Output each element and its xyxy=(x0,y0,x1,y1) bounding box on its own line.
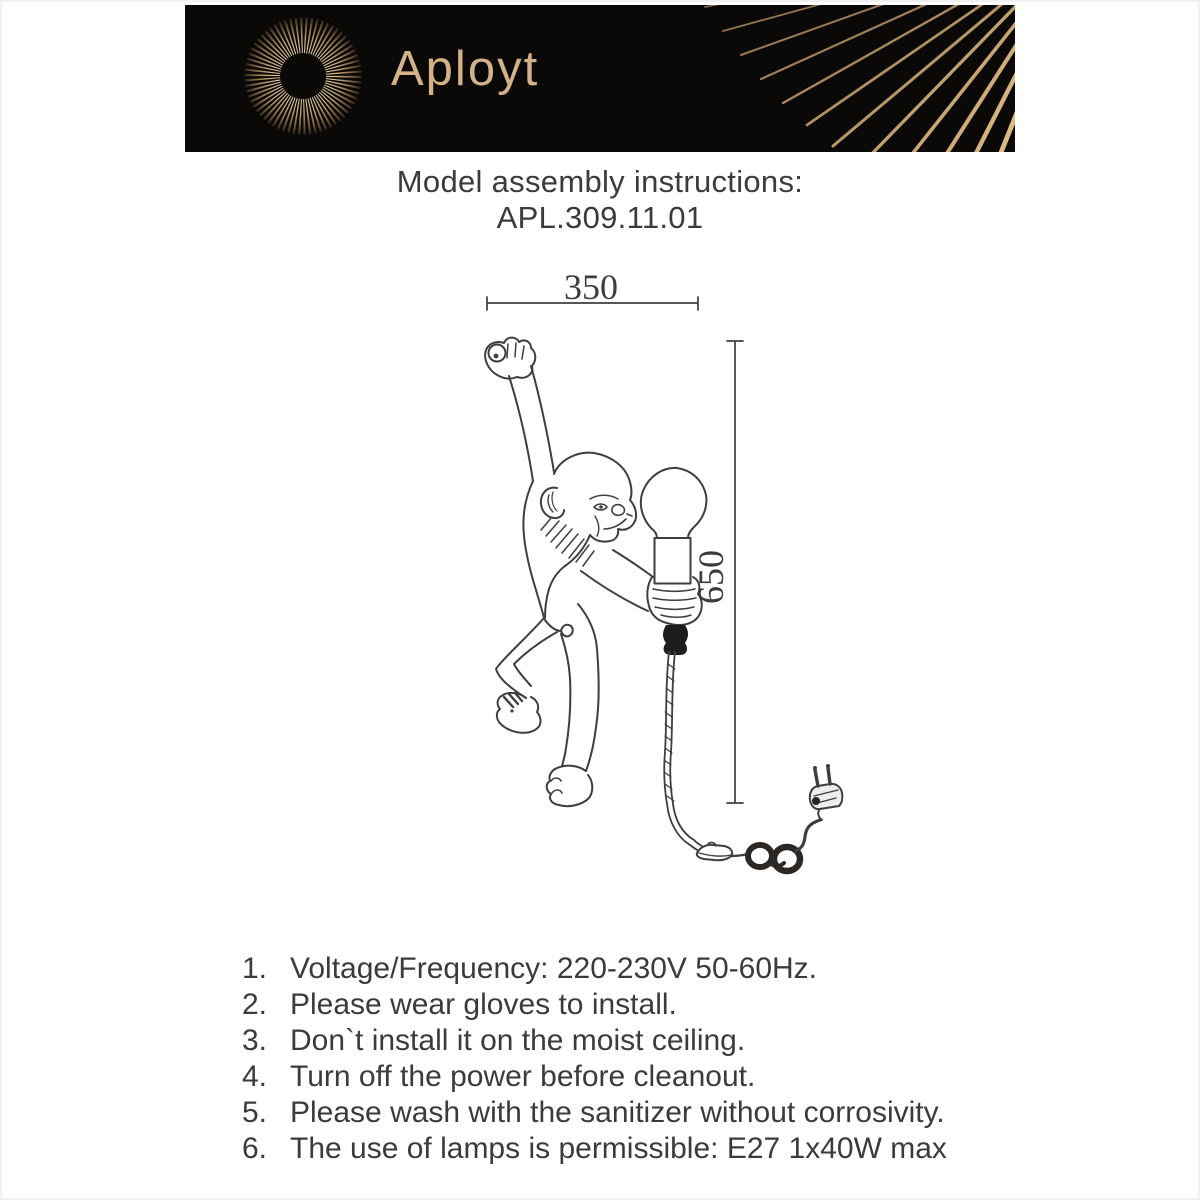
cord-knot xyxy=(748,845,800,871)
lamp-socket xyxy=(655,538,691,655)
title-block xyxy=(0,164,1200,236)
dimension-height xyxy=(691,341,743,803)
instruction-text: Turn off the power before cleanout. xyxy=(290,1060,756,1093)
light-bulb xyxy=(641,468,707,538)
instruction-text: Please wear gloves to install. xyxy=(290,988,677,1021)
inline-switch xyxy=(697,842,749,860)
instruction-item xyxy=(242,951,1032,987)
instruction-item xyxy=(242,1059,1032,1095)
instruction-number: 5. xyxy=(242,1096,268,1129)
instruction-item xyxy=(242,1023,1032,1059)
dimension-height-label: 650 xyxy=(691,550,731,604)
instruction-number: 2. xyxy=(242,988,268,1021)
dimension-width-label: 350 xyxy=(564,267,618,307)
instruction-text: Voltage/Frequency: 220-230V 50-60Hz. xyxy=(290,952,818,985)
instruction-item xyxy=(242,1095,1032,1131)
plug-pins xyxy=(815,768,830,786)
wall-knob xyxy=(489,345,506,362)
banner-decoration xyxy=(185,5,1015,152)
instruction-item xyxy=(242,1131,1032,1167)
instruction-item xyxy=(242,987,1032,1023)
instruction-number: 6. xyxy=(242,1132,268,1165)
brand-banner xyxy=(185,5,1015,152)
assembly-diagram xyxy=(400,265,880,945)
power-cord xyxy=(664,652,702,851)
rays-decoration-icon xyxy=(705,5,1015,152)
dimension-width xyxy=(487,267,698,310)
cord-to-plug xyxy=(796,820,820,851)
brand-name: Aployt xyxy=(391,42,540,96)
sunburst-logo-icon xyxy=(263,36,343,116)
instruction-list xyxy=(242,951,1032,1167)
cord-connector xyxy=(663,625,688,655)
instruction-number: 3. xyxy=(242,1024,268,1057)
model-number: APL.309.11.01 xyxy=(496,200,704,235)
instruction-number: 1. xyxy=(242,952,268,985)
instruction-text: Please wash with the sanitizer without corrosivity. xyxy=(290,1096,945,1129)
instruction-text: The use of lamps is permissible: E27 1x40W max xyxy=(290,1132,947,1165)
instruction-text: Don`t install it on the moist ceiling. xyxy=(290,1024,746,1057)
instruction-number: 4. xyxy=(242,1060,268,1093)
page-title: Model assembly instructions: xyxy=(396,164,804,199)
power-plug xyxy=(810,764,843,820)
